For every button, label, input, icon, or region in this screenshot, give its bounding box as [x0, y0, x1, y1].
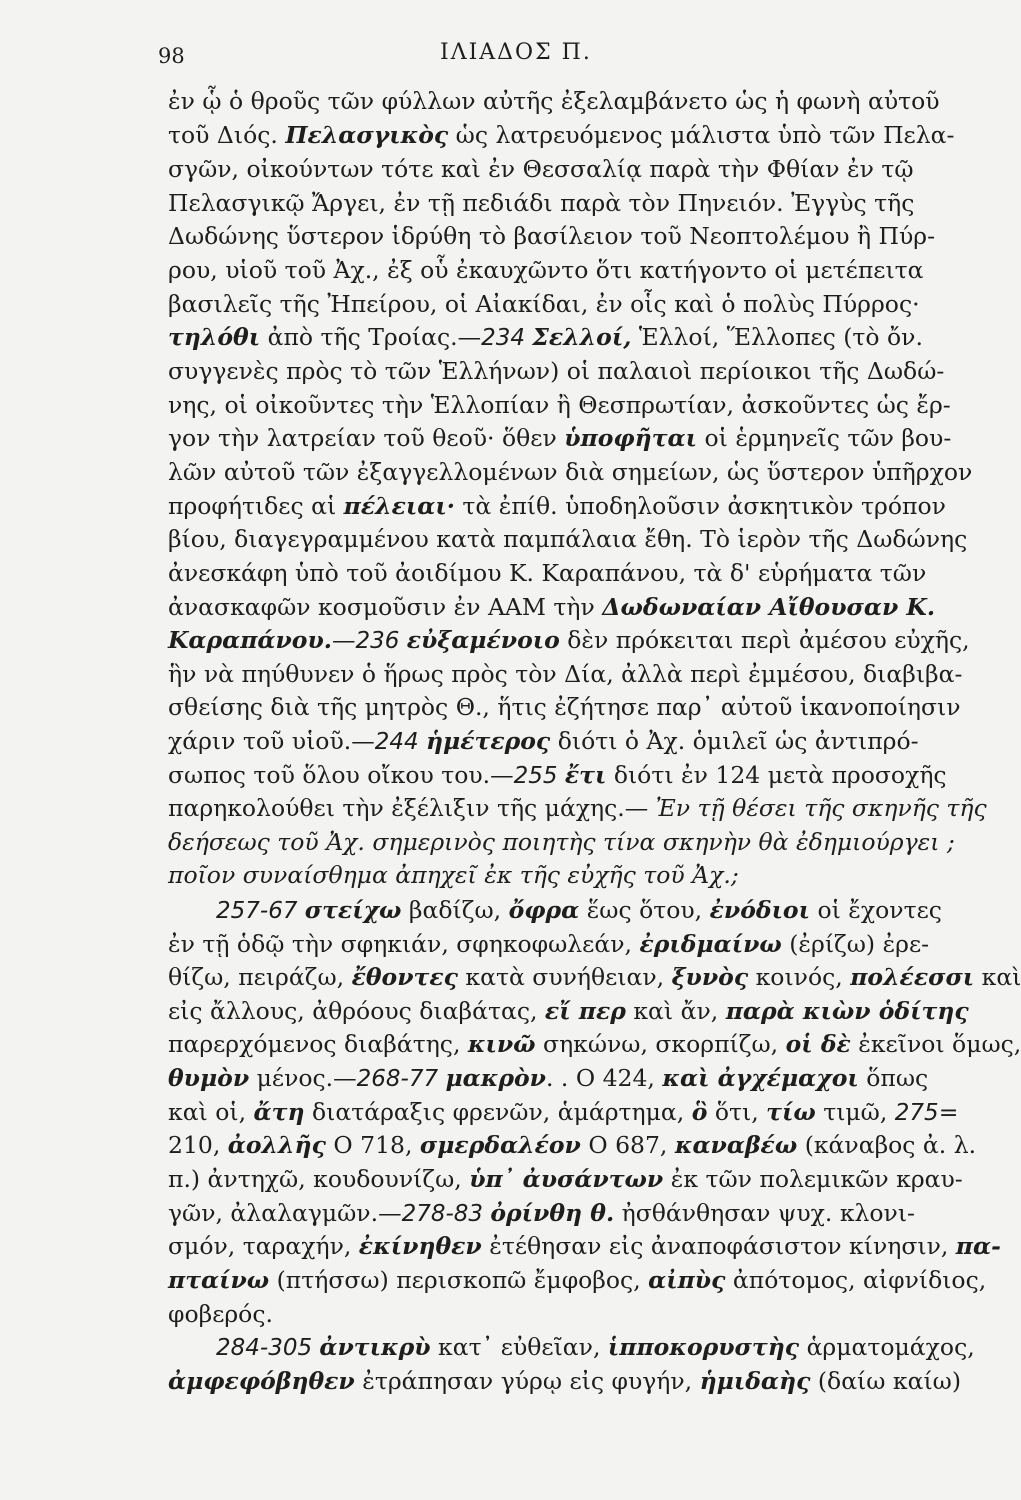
text-run: καὶ οἱ,: [168, 1098, 254, 1126]
text-run: χάριν τοῦ υἱοῦ.—: [168, 727, 375, 755]
text-run: θίζω, πειράζω,: [168, 963, 352, 991]
text-line: [168, 825, 955, 861]
verse-reference: 275: [894, 1100, 939, 1126]
running-title: ΙΛΙΑΔΟΣ Π.: [440, 40, 592, 65]
text-line: [168, 1027, 1021, 1063]
glossed-term: τίω: [766, 1098, 816, 1126]
glossed-term: ἱπποκορυστὴς: [607, 1333, 800, 1361]
text-line: [168, 388, 951, 424]
text-run: ἐτέθησαν εἰς ἀναποφάσιστον κίνησιν,: [481, 1232, 956, 1260]
text-line: [168, 724, 919, 760]
text-run: βίου, διαγεγραμμένου κατὰ παμπάλαια ἔθη. Τὸ ἱερὸν τῆς Δωδώνης: [168, 525, 968, 553]
glossed-term: ἐριδμαίνω: [639, 930, 782, 958]
text-run: σωπος τοῦ ὅλου οἴκου του.—: [168, 761, 514, 789]
text-run: 210,: [168, 1131, 228, 1159]
text-run: Ο 687,: [580, 1131, 675, 1159]
text-run: ἐτράπησαν γύρῳ εἰς φυγήν,: [354, 1367, 700, 1395]
text-run: δὲν πρόκειται περὶ ἀμέσου εὐχῆς,: [559, 626, 970, 654]
glossed-term: ἀμφεφόβηθεν: [168, 1367, 355, 1395]
glossed-term: Πελασγικὸς: [285, 121, 449, 149]
text-line: [168, 556, 927, 592]
text-run: καὶ ἄν,: [625, 997, 726, 1025]
text-run: σθείσης διὰ τῆς μητρὸς Θ., ἥτις ἐζήτησε παρ᾽ αὐτοῦ ἱκανοποίησιν: [168, 693, 961, 721]
glossed-term: ὑπ᾽ ἀυσάντων: [469, 1165, 664, 1193]
text-line: [168, 590, 936, 626]
text-run: (δαίω καίω): [810, 1367, 962, 1395]
glossed-term: εἴ περ: [544, 997, 626, 1025]
text-run: παρηκολούθει τὴν ἐξέλιξιν τῆς μάχης.—: [168, 794, 656, 822]
text-line: [168, 1061, 929, 1097]
text-line: [168, 758, 947, 794]
text-run: —: [331, 626, 356, 654]
glossed-term: καναβέω: [674, 1131, 798, 1159]
glossed-term: στείχω: [304, 896, 402, 924]
text-run: ἀπὸ τῆς Τροίας.—: [260, 323, 482, 351]
text-run: λῶν αὐτοῦ τῶν ἐξαγγελλομένων διὰ σημείων, ὡς ὕστερον ὑπῆρχον: [168, 458, 973, 486]
text-run: ἀπότομος, αἰφνίδιος,: [725, 1266, 987, 1294]
glossed-term: καὶ ἀγχέμαχοι: [662, 1064, 859, 1092]
text-line: [168, 791, 987, 827]
text-run: Δωδώνης ὕστερον ἱδρύθη τὸ βασίλειον τοῦ Νεοπτολέμου ἢ Πύρ-: [168, 222, 936, 250]
text-run: φοβερός.: [168, 1300, 273, 1328]
text-run: ἀνεσκάφη ὑπὸ τοῦ ἀοιδίμου Κ. Καραπάνου, τὰ δ' εὑρήματα τῶν: [168, 559, 927, 587]
text-line: [168, 1297, 876, 1333]
glossed-term: πταίνω: [168, 1266, 270, 1294]
text-run: διότι ἐν 124 μετὰ προσοχῆς: [606, 761, 947, 789]
glossed-term: αἰπὺς: [648, 1266, 726, 1294]
text-run: παρερχόμενος διαβάτης,: [168, 1030, 468, 1058]
glossed-term: σμερδαλέον: [419, 1131, 581, 1159]
text-line: [168, 1128, 977, 1164]
text-run: ἐκ τῶν πολεμικῶν κραυ-: [663, 1165, 963, 1193]
text-line: [168, 1229, 1001, 1265]
glossed-term: πέλειαι·: [343, 492, 455, 520]
glossed-term: ἀολλῆς: [227, 1131, 326, 1159]
glossed-term: Δωδωναίαν Αἴθουσαν Κ.: [602, 593, 936, 621]
text-run: κατὰ συνήθειαν,: [457, 963, 672, 991]
text-line: [168, 253, 924, 289]
text-line: [168, 152, 914, 188]
glossed-term: ὀρίνθη θ.: [490, 1199, 615, 1227]
text-run: ἀνασκαφῶν κοσμοῦσιν ἐν ΑΑΜ τὴν: [168, 593, 603, 621]
verse-reference: 244: [374, 729, 426, 755]
glossed-term: πα-: [955, 1232, 1001, 1260]
text-run: τὰ ἐπίθ. ὑποδηλοῦσιν ἀσκητικὸν τρόπον: [454, 492, 946, 520]
text-line: [168, 657, 963, 693]
italic-text: Ἐν τῇ θέσει τῆς σκηνῆς τῆς: [655, 794, 987, 822]
text-line: [168, 1095, 959, 1131]
glossed-term: ἄτη: [253, 1098, 305, 1126]
glossed-term: ἔτι: [564, 761, 607, 789]
glossed-term: ἔθοντες: [351, 963, 458, 991]
text-run: σηκώνω, σκορπίζω,: [535, 1030, 786, 1058]
text-run: ἁρματομάχος,: [799, 1333, 975, 1361]
text-line: [168, 690, 961, 726]
text-line: [168, 118, 955, 154]
verse-reference: 278-83: [401, 1201, 491, 1227]
text-line: [216, 1330, 975, 1366]
text-run: κατ᾽ εὐθεῖαν,: [430, 1333, 608, 1361]
text-run: ἣν νὰ πηύθυνεν ὁ ἥρως πρὸς τὸν Δία, ἀλλὰ περὶ ἐμμέσου, διαβιβα-: [168, 660, 963, 688]
text-run: εἰς ἄλλους, ἀθρόους διαβάτας,: [168, 997, 545, 1025]
text-line: [168, 1196, 915, 1232]
text-run: π.) ἀντηχῶ, κουδουνίζω,: [168, 1165, 470, 1193]
text-run: τοῦ Διός.: [168, 121, 286, 149]
italic-text: ποῖον συναίσθημα ἀπηχεῖ ἐκ τῆς εὐχῆς τοῦ Ἀχ.;: [168, 861, 739, 889]
verse-reference: 284-305: [216, 1335, 320, 1361]
text-run: μένος.—: [249, 1064, 357, 1092]
verse-reference: 255: [513, 763, 565, 789]
text-run: ἐν ᾧ ὁ θροῦς τῶν φύλλων αὐτῆς ἐξελαμβάνετο ὡς ἡ φωνὴ αὐτοῦ: [168, 87, 940, 115]
text-run: προφήτιδες αἱ: [168, 492, 344, 520]
glossed-term: θυμὸν: [168, 1064, 250, 1092]
glossed-term: οἱ δὲ: [785, 1030, 851, 1058]
glossed-term: Καραπάνου.: [168, 626, 332, 654]
text-run: ἠσθάνθησαν ψυχ. κλονι-: [614, 1199, 915, 1227]
glossed-term: ὄφρα: [508, 896, 580, 924]
text-run: βαδίζω,: [401, 896, 509, 924]
text-run: γον τὴν λατρείαν τοῦ θεοῦ· ὅθεν: [168, 424, 565, 452]
glossed-term: κινῶ: [467, 1030, 536, 1058]
text-run: βασιλεῖς τῆς Ἠπείρου, οἱ Αἰακίδαι, ἐν οἷς καὶ ὁ πολὺς Πύρρος·: [168, 290, 920, 318]
verse-reference: 268-77: [356, 1066, 446, 1092]
text-run: σγῶν, οἰκούντων τότε καὶ ἐν Θεσσαλίᾳ παρὰ τὴν Φθίαν ἐν τῷ: [168, 155, 914, 183]
text-run: (ἐρίζω) ἐρε-: [781, 930, 930, 958]
text-run: διατάραξις φρενῶν, ἁμάρτημα,: [304, 1098, 692, 1126]
glossed-term: Σελλοί,: [532, 323, 632, 351]
glossed-term: παρὰ κιὼν ὁδίτης: [725, 997, 969, 1025]
text-run: ἐν τῇ ὁδῷ τὴν σφηκιάν, σφηκοφωλεάν,: [168, 930, 640, 958]
page-number: 98: [158, 44, 185, 68]
text-run: (πτήσσω) περισκοπῶ ἔμφοβος,: [269, 1266, 649, 1294]
text-run: Ἑλλοί, Ἕλλοπες (τὸ ὄν.: [631, 323, 923, 351]
text-run: καὶ: [974, 963, 1021, 991]
text-line: [168, 489, 946, 525]
text-run: γῶν, ἀλαλαγμῶν.—: [168, 1199, 402, 1227]
text-run: σμόν, ταραχήν,: [168, 1232, 359, 1260]
text-line: [168, 960, 1021, 996]
text-run: . . Ο 424,: [545, 1064, 663, 1092]
text-run: ἐκεῖνοι ὅμως,: [850, 1030, 1021, 1058]
glossed-term: τηλόθι: [168, 323, 261, 351]
text-run: τιμῶ,: [815, 1098, 895, 1126]
text-line: [168, 354, 945, 390]
glossed-term: πολέεσσι: [850, 963, 975, 991]
glossed-term: ὃ: [691, 1098, 708, 1126]
text-line: [168, 522, 968, 558]
text-run: συγγενὲς πρὸς τὸ τῶν Ἑλλήνων) οἱ παλαιοὶ περίοικοι τῆς Δωδώ-: [168, 357, 945, 385]
text-run: ἕως ὅτου,: [579, 896, 710, 924]
glossed-term: εὐξαμένοιο: [406, 626, 560, 654]
text-line: [168, 858, 876, 894]
glossed-term: μακρὸν: [445, 1064, 546, 1092]
text-line: [168, 1364, 962, 1400]
text-run: (κάναβος ἀ. λ.: [797, 1131, 977, 1159]
text-line: [168, 994, 969, 1030]
glossed-term: ὑποφῆται: [564, 424, 698, 452]
text-run: ὅτι,: [707, 1098, 767, 1126]
text-line: [168, 186, 915, 222]
text-run: Πελασγικῷ Ἄργει, ἐν τῇ πεδιάδι παρὰ τὸν Πηνειόν. Ἐγγὺς τῆς: [168, 189, 915, 217]
verse-reference: 257-67: [216, 898, 305, 924]
text-run: κοινός,: [748, 963, 851, 991]
text-run: οἱ ἔχοντες: [809, 896, 942, 924]
text-line: [216, 893, 942, 929]
text-run: =: [938, 1098, 959, 1126]
text-run: νης, οἱ οἰκοῦντες τὴν Ἑλλοπίαν ἢ Θεσπρωτίαν, ἀσκοῦντες ὡς ἔρ-: [168, 391, 951, 419]
text-line: [168, 1263, 987, 1299]
text-run: διότι ὁ Ἀχ. ὁμιλεῖ ὡς ἀντιπρό-: [550, 727, 919, 755]
glossed-term: ξυνὸς: [671, 963, 749, 991]
text-line: [168, 421, 952, 457]
text-line: [168, 219, 936, 255]
glossed-term: ἀντικρὺ: [319, 1333, 431, 1361]
glossed-term: ἡμιδαὴς: [699, 1367, 811, 1395]
italic-text: δεήσεως τοῦ Ἀχ. σημερινὸς ποιητὴς τίνα σκηνὴν θὰ ἐδημιούργει ;: [168, 828, 955, 856]
verse-reference: 234: [481, 325, 533, 351]
glossed-term: ἐνόδιοι: [709, 896, 810, 924]
glossed-term: ἡμέτερος: [425, 727, 551, 755]
text-run: ρου, υἱοῦ τοῦ Ἀχ., ἐξ οὗ ἐκαυχῶντο ὅτι κατήγοντο οἱ μετέπειτα: [168, 256, 924, 284]
text-run: Ο 718,: [325, 1131, 420, 1159]
glossed-term: ἐκίνηθεν: [358, 1232, 482, 1260]
text-run: οἱ ἑρμηνεῖς τῶν βου-: [697, 424, 952, 452]
text-run: ὡς λατρευόμενος μάλιστα ὑπὸ τῶν Πελα-: [448, 121, 955, 149]
text-line: [168, 927, 930, 963]
text-line: [168, 84, 940, 120]
text-line: [168, 320, 923, 356]
text-line: [168, 1162, 963, 1198]
text-line: [168, 455, 973, 491]
text-line: [168, 623, 970, 659]
verse-reference: 236: [355, 628, 407, 654]
text-run: ὅπως: [858, 1064, 929, 1092]
text-line: [168, 287, 920, 323]
